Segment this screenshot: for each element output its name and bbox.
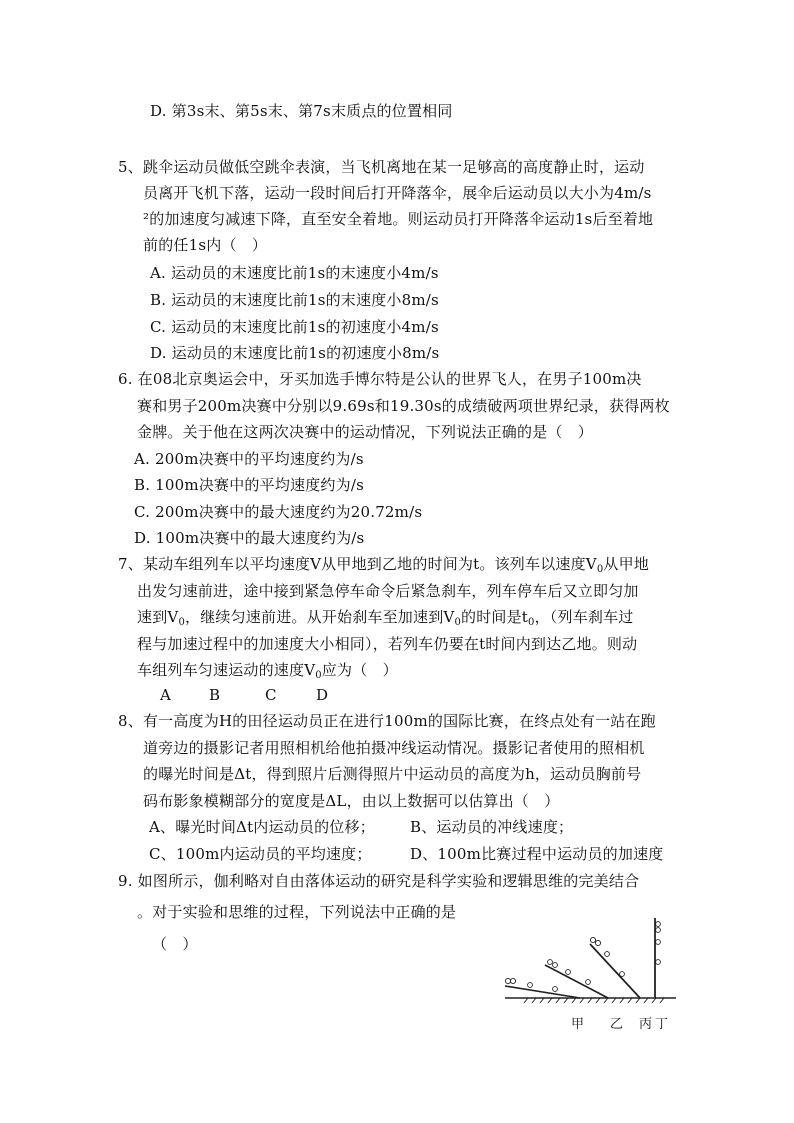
incline-yi xyxy=(545,965,608,998)
fig-label-bing: 丙 xyxy=(639,1017,653,1032)
q5-stem-line-3: ²的加速度匀减速下降，直至安全着地。则运动员打开降落伞运动1s后至着地 xyxy=(143,210,654,228)
q5-stem-line-4: 前的任1s内（ ） xyxy=(143,236,268,254)
q4-option-d: D. 第3s末、第5s末、第7s末质点的位置相同 xyxy=(150,102,453,120)
q7-stem-line-5: 车组列车匀速运动的速度$V_0$应为（ ） xyxy=(137,661,398,681)
q8-stem-line-2: 道旁边的摄影记者用照相机给他拍摄冲线运动情况。摄影记者使用的照相机 xyxy=(143,739,645,757)
q8-stem-line-1: 8、有一高度为H的田径运动员正在进行100m的国际比赛，在终点处有一站在跑 xyxy=(118,712,656,730)
balls-bing xyxy=(590,937,624,976)
fig-label-ding: 丁 xyxy=(655,1017,669,1032)
fig-label-jia: 甲 xyxy=(571,1017,585,1032)
q6-option-c: C. 200m决赛中的最大速度约为20.72m/s xyxy=(134,503,423,521)
q6-stem-line-2: 赛和男子200m决赛中分别以9.69s和19.30s的成绩破两项世界纪录，获得两枚 xyxy=(137,397,670,415)
balls-ding xyxy=(656,922,661,965)
q6-option-a: A. 200m决赛中的平均速度约为/s xyxy=(134,450,364,468)
q7-choice-c: C xyxy=(265,686,277,704)
q6-stem-line-3: 金牌。关于他在这两次决赛中的运动情况，下列说法正确的是（ ） xyxy=(137,423,594,441)
ground-hatching xyxy=(524,998,664,1003)
fig-label-yi: 乙 xyxy=(610,1017,624,1032)
q8-option-b: B、运动员的冲线速度； xyxy=(410,818,574,836)
q7-choice-a: A xyxy=(160,686,172,704)
q8-option-d: D、100m比赛过程中运动员的加速度 xyxy=(410,845,664,863)
q7-stem-line-4: 程与加速过程中的加速度大小相同），若列车仍要在t时间内到达乙地。则动 xyxy=(137,635,638,653)
q7-choice-d: D xyxy=(316,686,329,704)
galileo-incline-figure xyxy=(500,910,680,1010)
q6-stem-line-1: 6. 在08北京奥运会中，牙买加选手博尔特是公认的世界飞人，在男子100m决 xyxy=(118,370,642,388)
incline-jia xyxy=(505,986,580,998)
q6-option-b: B. 100m决赛中的平均速度约为/s xyxy=(134,476,364,494)
q5-option-c: C. 运动员的末速度比前1s的初速度小4m/s xyxy=(150,318,439,336)
q5-stem-line-1: 5、跳伞运动员做低空跳伞表演，当飞机离地在某一足够高的高度静止时，运动 xyxy=(118,158,645,176)
q9-answer-bracket: （ ） xyxy=(152,935,198,953)
q7-stem-line-1: 7、某动车组列车以平均速度V从甲地到乙地的时间为t。该列车以速度$V_0$从甲地 xyxy=(118,555,650,575)
q8-stem-line-3: 的曝光时间是Δt，得到照片后测得照片中运动员的高度为h，运动员胸前号 xyxy=(143,765,642,783)
q5-option-a: A. 运动员的末速度比前1s的末速度小4m/s xyxy=(150,264,439,282)
q8-stem-line-4: 码布影象模糊部分的宽度是ΔL，由以上数据可以估算出（ ） xyxy=(143,792,560,810)
q7-stem-line-2: 出发匀速前进，途中接到紧急停车命令后紧急刹车，列车停车后又立即匀加 xyxy=(137,582,639,600)
q7-choice-b: B xyxy=(209,686,221,704)
q9-stem-line-2: 。对于实验和思维的过程，下列说法中正确的是 xyxy=(137,903,457,921)
balls-yi xyxy=(548,960,591,985)
q9-stem-line-1: 9. 如图所示，伽利略对自由落体运动的研究是科学实验和逻辑思维的完美结合 xyxy=(118,872,640,890)
incline-bing xyxy=(590,944,640,998)
q8-option-c: C、100m内运动员的平均速度； xyxy=(149,845,372,863)
q5-option-b: B. 运动员的末速度比前1s的末速度小8m/s xyxy=(150,291,439,309)
q5-stem-line-2: 员离开飞机下落，运动一段时间后打开降落伞，展伞后运动员以大小为4m/s xyxy=(143,184,652,202)
q8-option-a: A、曝光时间Δt内运动员的位移； xyxy=(149,818,375,836)
q5-option-d: D. 运动员的末速度比前1s的初速度小8m/s xyxy=(150,344,440,362)
q6-option-d: D. 100m决赛中的最大速度约为/s xyxy=(134,529,365,547)
q7-stem-line-3: 速到$V_0$，继续匀速前进。从开始刹车至加速到$V_0$的时间是$t_0$，（列车刹车过 xyxy=(137,608,634,628)
